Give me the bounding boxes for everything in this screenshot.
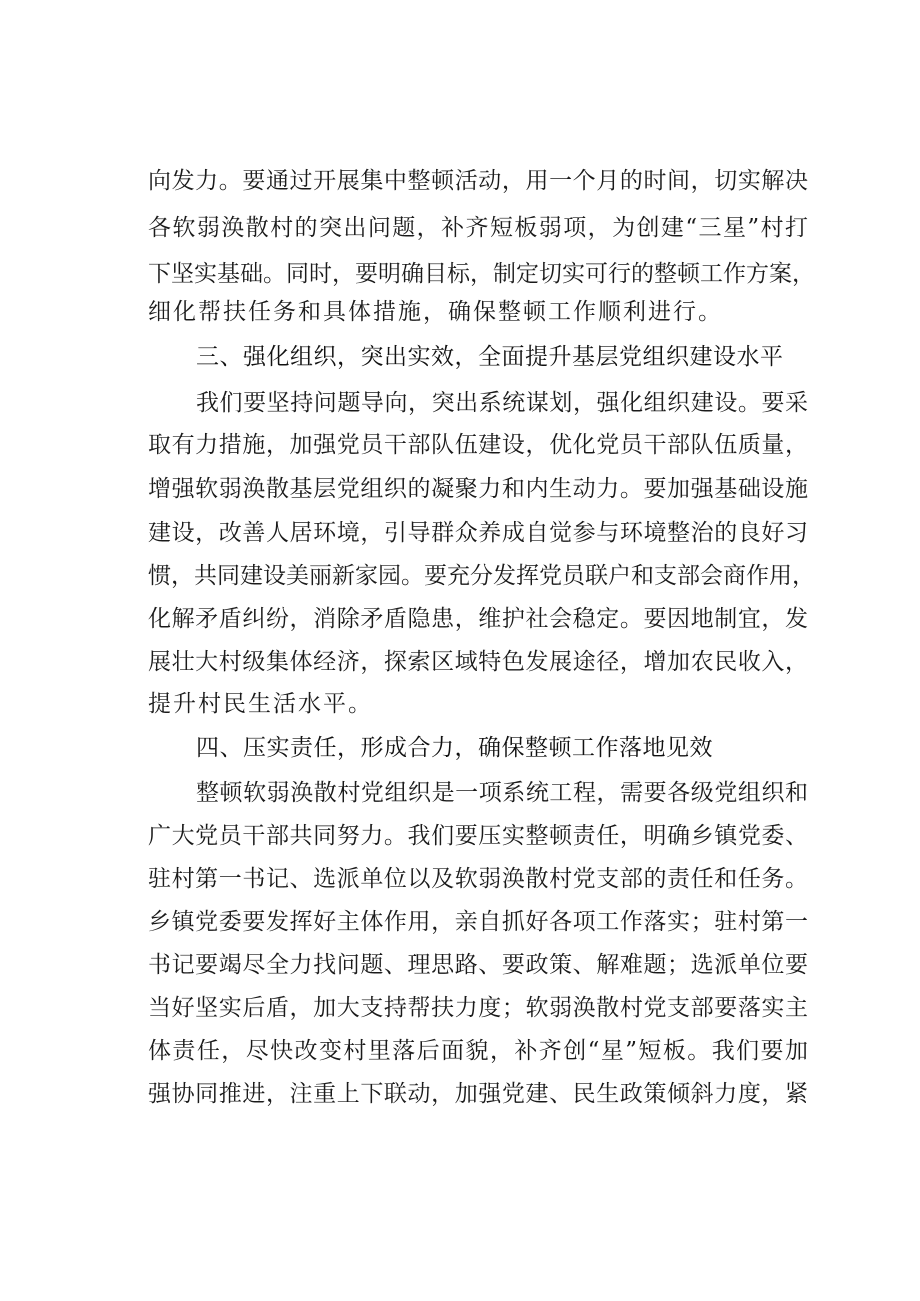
paragraph-line: 体责任，尽快改变村里落后面貌，补齐创“星”短板。我们要加 [148, 1038, 808, 1064]
paragraph-line: 整顿软弱涣散村党组织是一项系统工程，需要各级党组织和 [196, 780, 808, 806]
paragraph-line: 广大党员干部共同努力。我们要压实整顿责任，明确乡镇党委、 [148, 823, 808, 849]
paragraph-line: 向发力。要通过开展集中整顿活动，用一个月的时间，切实解决 [148, 168, 808, 194]
paragraph-line: 提升村民生活水平。 [148, 691, 373, 717]
paragraph-line: 我们要坚持问题导向，突出系统谋划，强化组织建设。要采 [196, 390, 808, 416]
paragraph-line: 乡镇党委要发挥好主体作用，亲自抓好各项工作落实；驻村第一 [148, 909, 808, 935]
paragraph-line: 当好坚实后盾，加大支持帮扶力度；软弱涣散村党支部要落实主 [148, 995, 808, 1021]
paragraph-line: 化解矛盾纠纷，消除矛盾隐患，维护社会稳定。要因地制宜，发 [148, 606, 808, 632]
paragraph-line: 下坚实基础。同时，要明确目标，制定切实可行的整顿工作方案， [148, 261, 815, 287]
paragraph-line: 各软弱涣散村的突出问题，补齐短板弱项，为创建“三星”村打 [148, 215, 808, 241]
section-heading: 三、强化组织，突出实效，全面提升基层党组织建设水平 [196, 344, 784, 370]
paragraph-line: 驻村第一书记、选派单位以及软弱涣散村党支部的责任和任务。 [148, 866, 808, 892]
paragraph-line: 增强软弱涣散基层党组织的凝聚力和内生动力。要加强基础设施 [148, 476, 808, 502]
paragraph-line: 书记要竭尽全力找问题、理思路、要政策、解难题；选派单位要 [148, 952, 808, 978]
paragraph-line: 展壮大村级集体经济，探索区域特色发展途径，增加农民收入， [148, 649, 808, 675]
paragraph-line: 细化帮扶任务和具体措施，确保整顿工作顺利进行。 [148, 299, 723, 325]
section-heading: 四、压实责任，形成合力，确保整顿工作落地见效 [196, 735, 713, 761]
paragraph-line: 取有力措施，加强党员干部队伍建设，优化党员干部队伍质量， [148, 432, 808, 458]
paragraph-line: 强协同推进，注重上下联动，加强党建、民生政策倾斜力度，紧 [148, 1081, 808, 1107]
paragraph-line: 惯，共同建设美丽新家园。要充分发挥党员联户和支部会商作用， [148, 563, 815, 589]
paragraph-line: 建设，改善人居环境，引导群众养成自觉参与环境整治的良好习 [148, 520, 808, 546]
